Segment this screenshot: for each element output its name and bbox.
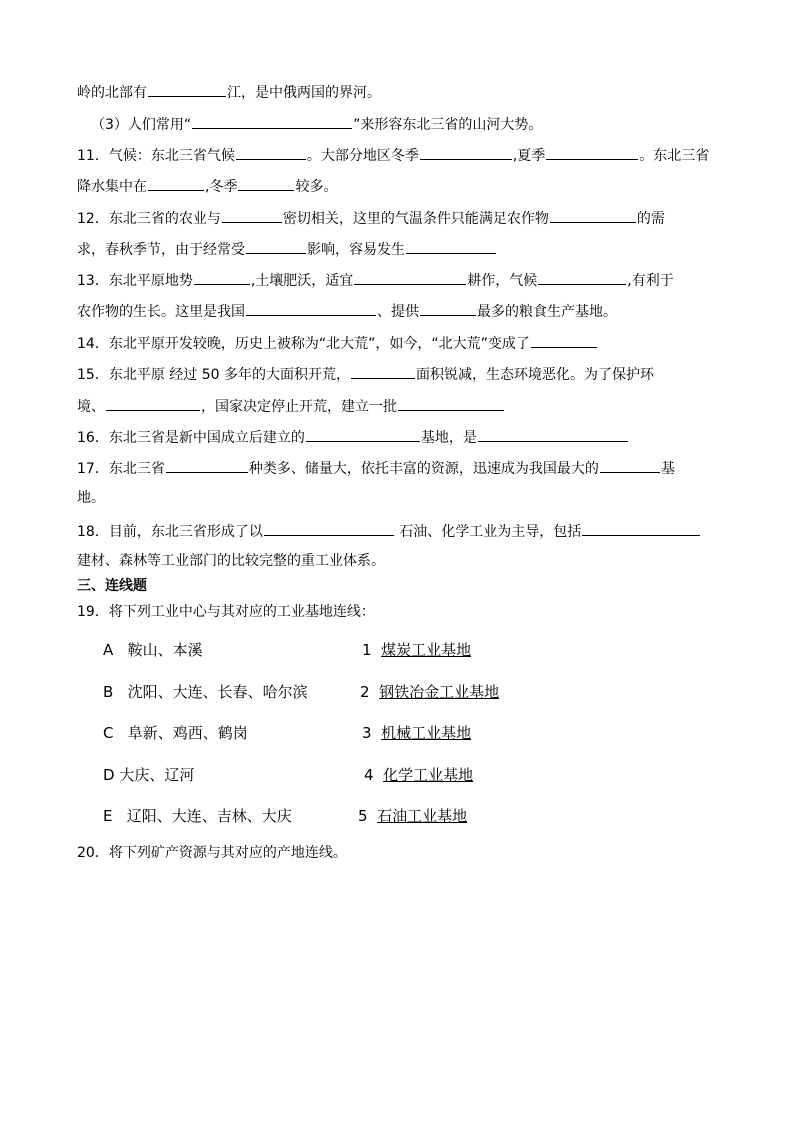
match-left-text: 鞍山、本溪: [127, 641, 203, 659]
question-18-line-2: [77, 551, 385, 571]
question-12-line-2: [77, 238, 497, 260]
match-right-item-2[interactable]: [360, 682, 499, 702]
match-left-text: 辽阳、大连、吉林、大庆: [126, 807, 292, 825]
match-right-text: 钢铁冶金工业基地: [379, 683, 500, 701]
answer-blank[interactable]: [600, 457, 660, 473]
q13-text-a: 13．东北平原地势: [77, 273, 193, 289]
match-right-text: 化学工业基地: [383, 766, 474, 784]
question-11-line-2: [77, 175, 337, 197]
q13-text-e: 农作物的生长。这里是我国: [77, 304, 245, 320]
match-left-item-a[interactable]: [103, 640, 203, 660]
answer-blank[interactable]: [166, 457, 248, 473]
answer-blank[interactable]: [264, 520, 394, 536]
question-10-continuation: [77, 81, 381, 103]
answer-blank[interactable]: [420, 144, 512, 160]
answer-blank[interactable]: [406, 238, 496, 254]
q17-text-c: 基: [660, 461, 675, 477]
q13-text-d: ,有利于: [627, 273, 674, 289]
answer-blank[interactable]: [354, 269, 466, 285]
match-right-text: 机械工业基地: [381, 724, 472, 742]
question-14: [77, 332, 598, 354]
q16-text-a: 16．东北三省是新中国成立后建立的: [77, 430, 305, 446]
q14-text-a: 14．东北平原开发较晚，历史上被称为“北大荒”，如今，“北大荒”变成了: [77, 336, 530, 352]
q12-text-c: 的需: [636, 211, 665, 227]
answer-blank[interactable]: [148, 175, 204, 191]
question-12-line-1: [77, 207, 665, 229]
match-number: 1: [362, 641, 372, 659]
q13-text-f: 、提供: [377, 304, 419, 320]
answer-blank[interactable]: [420, 300, 476, 316]
q11-text-b: 。大部分地区冬季: [306, 148, 419, 164]
q15-text-a: 15．东北平原 经过 50 多年的大面积开荒，: [77, 367, 350, 383]
q15-text-d: ，国家决定停止开荒，建立一批: [201, 399, 397, 415]
match-right-item-1[interactable]: [362, 640, 471, 660]
q15-text-c: 境、: [77, 399, 105, 415]
match-left-text: 大庆、辽河: [119, 766, 195, 784]
question-17-line-2: [77, 488, 105, 508]
q13-text-c: 耕作，气候: [467, 273, 538, 289]
question-10-part-3: [91, 113, 542, 135]
answer-blank[interactable]: [106, 395, 200, 411]
question-13-line-1: [77, 269, 674, 291]
q18-text-b: 石油、化学工业为主导，包括: [394, 524, 582, 540]
q10-3-text-a: （3）人们常用“: [91, 117, 192, 133]
answer-blank[interactable]: [236, 144, 306, 160]
match-left-item-b[interactable]: [103, 682, 308, 702]
answer-blank[interactable]: [531, 332, 597, 348]
answer-blank[interactable]: [238, 175, 294, 191]
q11-text-c: ,夏季: [512, 148, 546, 164]
match-left-text: 沈阳、大连、长春、哈尔滨: [127, 683, 308, 701]
match-right-item-3[interactable]: [362, 723, 471, 743]
question-18-line-1: [77, 520, 701, 542]
match-number: 5: [358, 807, 368, 825]
answer-blank[interactable]: [246, 238, 306, 254]
q12-text-d: 求，春秋季节，由于经常受: [77, 242, 245, 258]
match-right-item-4[interactable]: [364, 765, 473, 785]
answer-blank[interactable]: [192, 113, 352, 129]
match-letter: A: [103, 641, 114, 659]
q17-text-b: 种类多、储量大，依托丰富的资源，迅速成为我国最大的: [248, 461, 599, 477]
q10-text-a: 岭的北部有: [77, 85, 147, 101]
section-3-heading: 三、连线题: [77, 578, 147, 594]
answer-blank[interactable]: [306, 426, 420, 442]
q12-text-e: 影响，容易发生: [307, 242, 405, 258]
question-11-line-1: [77, 144, 709, 166]
match-number: 3: [362, 724, 372, 742]
answer-blank[interactable]: [351, 363, 415, 379]
answer-blank[interactable]: [546, 144, 638, 160]
answer-blank[interactable]: [148, 81, 226, 97]
match-letter: E: [103, 807, 113, 825]
q10-3-text-b: ”来形容东北三省的山河大势。: [353, 117, 543, 133]
q10-text-b: 江，是中俄两国的界河。: [227, 85, 381, 101]
question-15-line-2: [77, 395, 505, 417]
answer-blank[interactable]: [194, 269, 250, 285]
answer-blank[interactable]: [222, 207, 282, 223]
match-left-item-e[interactable]: [103, 806, 292, 826]
q11-text-d: 。东北三省: [639, 148, 710, 164]
q18-text-a: 18．目前，东北三省形成了以: [77, 524, 263, 540]
question-13-line-2: [77, 300, 617, 322]
answer-blank[interactable]: [582, 520, 700, 536]
match-left-text: 阜新、鸡西、鹤岗: [127, 724, 248, 742]
q17-text-a: 17．东北三省: [77, 461, 165, 477]
match-letter: B: [103, 683, 114, 701]
q18-text-c: 建材、森林等工业部门的比较完整的重工业体系。: [77, 553, 385, 569]
answer-blank[interactable]: [478, 426, 628, 442]
match-number: 2: [360, 683, 370, 701]
match-right-text: 煤炭工业基地: [381, 641, 472, 659]
question-15-line-1: [77, 363, 654, 385]
q12-text-b: 密切相关，这里的气温条件只能满足农作物: [282, 211, 549, 227]
q11-text-e: 降水集中在: [77, 179, 147, 195]
match-letter: C: [103, 724, 114, 742]
match-left-item-d[interactable]: [103, 765, 194, 785]
match-left-item-c[interactable]: [103, 723, 248, 743]
match-number: 4: [364, 766, 374, 784]
q13-text-g: 最多的粮食生产基地。: [477, 304, 617, 320]
answer-blank[interactable]: [550, 207, 636, 223]
question-17-line-1: [77, 457, 675, 479]
match-right-text: 石油工业基地: [377, 807, 468, 825]
q16-text-b: 基地，是: [420, 430, 477, 446]
answer-blank[interactable]: [538, 269, 626, 285]
match-letter: D: [103, 766, 115, 784]
question-20-prompt: 20．将下列矿产资源与其对应的产地连线。: [77, 845, 347, 861]
answer-blank[interactable]: [246, 300, 376, 316]
q11-text-g: 较多。: [295, 179, 338, 195]
q11-text-a: 11．气候：东北三省气候: [77, 148, 235, 164]
q15-text-b: 面积锐减，生态环境恶化。为了保护环: [415, 367, 654, 383]
question-16: [77, 426, 629, 448]
q11-text-f: ,冬季: [205, 179, 238, 195]
q13-text-b: ,土壤肥沃，适宜: [250, 273, 354, 289]
answer-blank[interactable]: [398, 395, 504, 411]
q17-text-d: 地。: [77, 490, 105, 506]
question-19-prompt: 19．将下列工业中心与其对应的工业基地连线：: [77, 604, 375, 620]
match-right-item-5[interactable]: [358, 806, 467, 826]
q12-text-a: 12．东北三省的农业与: [77, 211, 221, 227]
